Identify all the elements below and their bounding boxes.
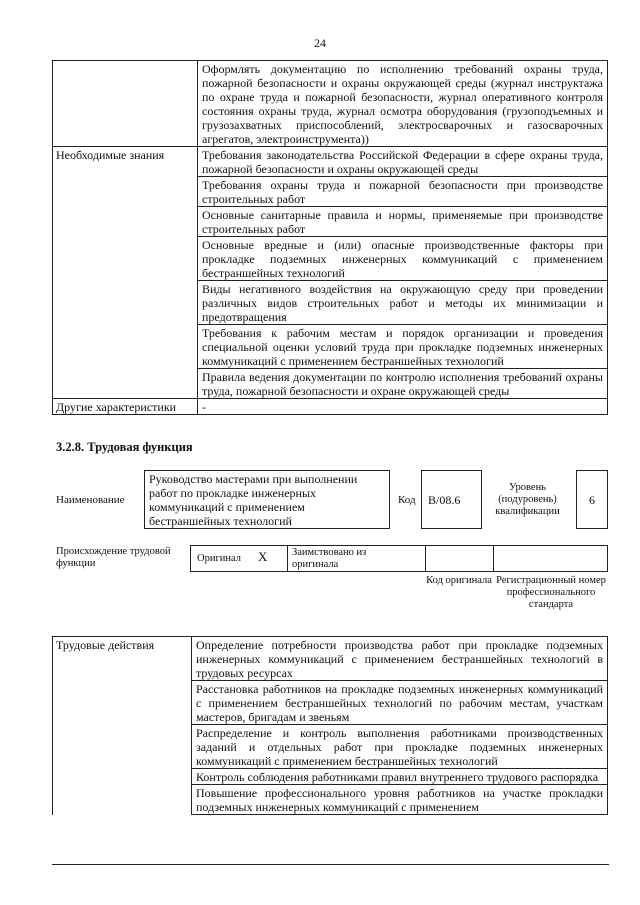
level-label: Уровень (подуровень) квалификации (495, 482, 560, 517)
table-row (53, 769, 608, 785)
original-label: Оригинал (197, 553, 241, 564)
row-text: Расстановка работников на прокладке подземных инженерных коммуникаций с применением бестраншейных технологий по рабочим местам, участкам мастеров, бригадам и звеньям (192, 681, 608, 725)
row-label (53, 281, 198, 325)
table-row (53, 369, 608, 399)
row-text: Правила ведения документации по контролю исполнения требований охраны труда, пожарной безопасности и охране окружающей среды (198, 369, 608, 399)
table-row (53, 325, 608, 369)
origin-divider-3 (493, 545, 494, 572)
origin-label: Происхождение трудовой функции (56, 546, 171, 569)
original-mark: X (258, 549, 268, 564)
page-cut-line (52, 864, 609, 865)
code-value: B/08.6 (428, 493, 461, 507)
function-name-value: Руководство мастерами при выполнении работ по прокладке инженерных коммуникаций с применением бестраншейных технологий (149, 472, 358, 528)
row-text: Определение потребности производства работ при прокладке подземных инженерных коммуникаций с применением бестраншейных технологий в трудовых ресурсах (192, 637, 608, 681)
row-text: Требования к рабочим местам и порядок организации и проведения специальной оценки условий труда при прокладке подземных инженерных коммуникаций с применением бестраншейных технологий (198, 325, 608, 369)
table-row (53, 785, 608, 815)
level-value: 6 (589, 493, 595, 507)
row-text: Основные санитарные правила и нормы, применяемые при производстве строительных работ (198, 207, 608, 237)
table-row (53, 147, 608, 177)
table-row (53, 399, 608, 415)
row-text: Распределение и контроль выполнения работниками производственных заданий и отдельных работ при прокладке подземных инженерных коммуникаций с применением бестраншейных технологий (192, 725, 608, 769)
table-row (53, 61, 608, 147)
borrowed-label: Заимствовано из оригинала (292, 547, 367, 570)
origin-divider-1 (287, 545, 288, 572)
row-label (53, 369, 198, 399)
section-title: 3.2.8. Трудовая функция (56, 440, 193, 454)
row-label (53, 177, 198, 207)
row-text: - (198, 399, 608, 415)
row-text: Повышение профессионального уровня работников на участке прокладки подземных инженерных коммуникаций с применением (192, 785, 608, 815)
table-row (53, 281, 608, 325)
row-label: Другие характеристики (53, 399, 198, 415)
row-label (53, 207, 198, 237)
table-row (53, 237, 608, 281)
row-text: Виды негативного воздействия на окружающую среду при проведении различных видов строительных работ и методы их минимизации и предотвращения (198, 281, 608, 325)
row-text: Контроль соблюдения работниками правил внутреннего трудового распорядка (192, 769, 608, 785)
row-label: Необходимые знания (53, 147, 198, 177)
table-row (53, 637, 608, 681)
table-row (53, 207, 608, 237)
code-label: Код (398, 494, 416, 506)
row-label (53, 237, 198, 281)
page-bottom-mask (0, 865, 640, 905)
reg-number-label: Регистрационный номер профессионального стандарта (496, 575, 606, 610)
name-label: Наименование (56, 494, 125, 506)
table-row (53, 725, 608, 769)
origin-divider-2 (425, 545, 426, 572)
row-label: Трудовые действия (53, 637, 192, 681)
row-text: Требования охраны труда и пожарной безопасности при производстве строительных работ (198, 177, 608, 207)
table-row (53, 681, 608, 725)
row-label (53, 61, 198, 147)
table-row (53, 177, 608, 207)
row-text: Основные вредные и (или) опасные производственные факторы при прокладке подземных инженерных коммуникаций с применением бестраншейных технологий (198, 237, 608, 281)
row-text: Требования законодательства Российской Федерации в сфере охраны труда, пожарной безопасности и охраны окружающей среды (198, 147, 608, 177)
row-text: Оформлять документацию по исполнению требований охраны труда, пожарной безопасности и охраны окружающей среды (журнал инструктажа по охране труда и пожарной безопасности, журнал оперативного контроля состояния охраны труда, журнал осмотра оборудования (грузоподъемных и грузозахватных приспособлений, электросварочных и газосварочных агрегатов, электроинструмента)) (198, 61, 608, 147)
requirements-table (52, 60, 608, 415)
labor-actions-table (52, 636, 608, 815)
page-number: 24 (314, 36, 326, 50)
code-original-label: Код оригинала (426, 575, 492, 586)
row-label (53, 325, 198, 369)
